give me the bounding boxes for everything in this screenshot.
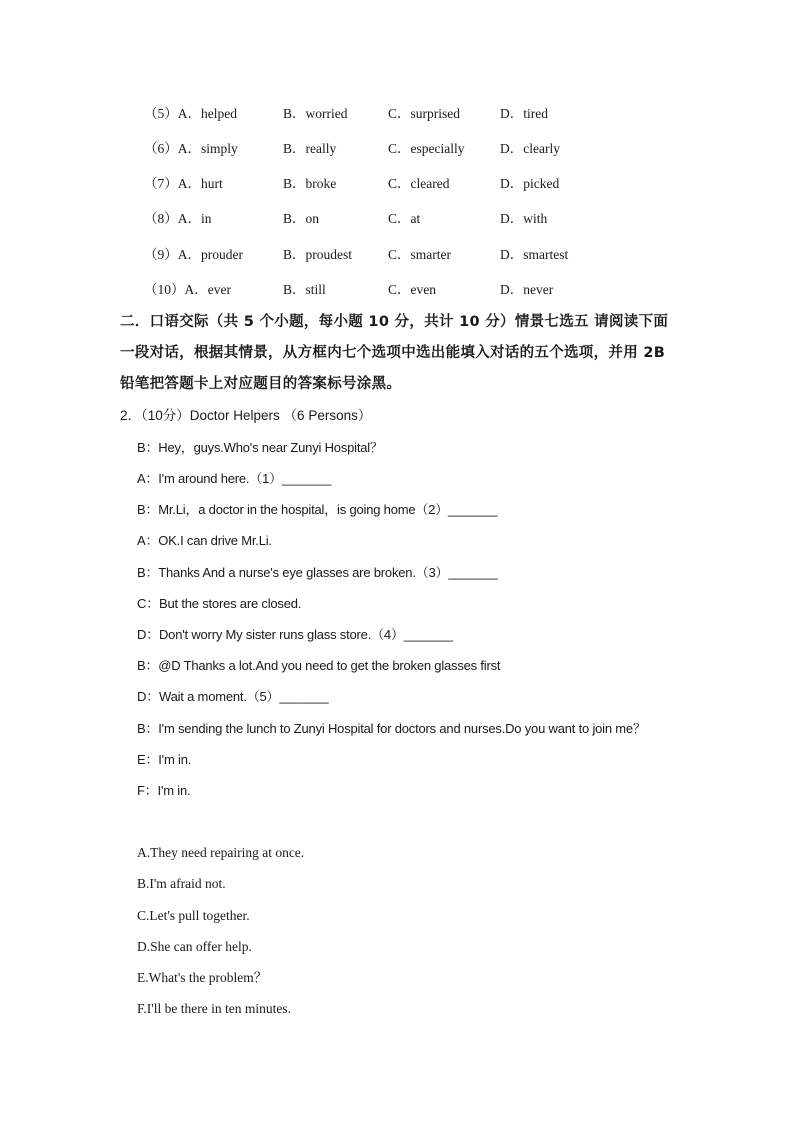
choice-item: C.Let's pull together. [137,908,250,923]
dialog-line: B：I'm sending the lunch to Zunyi Hospital for doctors and nurses.Do you want to join me？ [137,721,646,736]
option-a: （9）A．prouder [144,247,243,262]
option-c: C．even [388,282,436,297]
choice-item: E.What's the problem？ [137,970,268,985]
question-title: 2．（10分）Doctor Helpers （6 Persons） [120,408,372,423]
option-c: C．smarter [388,247,451,262]
dialog-line: D：Don't worry My sister runs glass store.（4）_______ [137,627,453,642]
dialog-line: C：But the stores are closed. [137,596,302,611]
option-b: B．still [283,282,326,297]
option-d: D．never [500,282,554,297]
dialog-line: B：Hey，guys.Who's near Zunyi Hospital？ [137,440,383,455]
option-d: D．with [500,211,548,226]
option-d: D．picked [500,176,560,191]
choice-item: F.I'll be there in ten minutes. [137,1001,291,1016]
dialog-line: B：Mr.Li，a doctor in the hospital，is going home（2）_______ [137,502,498,517]
option-d: D．clearly [500,141,560,156]
dialog-line: D：Wait a moment.（5）_______ [137,689,329,704]
option-d: D．smartest [500,247,569,262]
choice-item: D.She can offer help. [137,939,252,954]
option-b: B．broke [283,176,337,191]
dialog-line: A：I'm around here.（1）_______ [137,471,332,486]
option-b: B．worried [283,106,348,121]
section-heading: 二．口语交际（共 5 个小题，每小题 10 分，共计 10 分）情景七选五 请阅读下面一段对话，根据其情景，从方框内七个选项中选出能填入对话的五个选项，并用 2B 铅笔把答题卡上对应题目的答案标号涂黑。 [120,314,669,392]
option-b: B．really [283,141,337,156]
dialog-line: F：I'm in. [137,783,191,798]
choice-item: B.I'm afraid not. [137,876,226,891]
option-c: C．especially [388,141,465,156]
option-a: （5）A．helped [144,106,237,121]
option-c: C．cleared [388,176,450,191]
option-a: （7）A．hurt [144,176,223,191]
option-c: C．surprised [388,106,460,121]
option-a: （10）A．ever [144,282,231,297]
dialog-line: E：I'm in. [137,752,192,767]
option-d: D．tired [500,106,548,121]
dialog-line: B：Thanks And a nurse's eye glasses are broken.（3）_______ [137,565,498,580]
dialog-line: A：OK.I can drive Mr.Li. [137,533,272,548]
option-b: B．on [283,211,320,226]
dialog-line: B：@D Thanks a lot.And you need to get the broken glasses first [137,658,501,673]
option-c: C．at [388,211,421,226]
option-b: B．proudest [283,247,352,262]
option-a: （8）A．in [144,211,212,226]
option-a: （6）A．simply [144,141,238,156]
choice-item: A.They need repairing at once. [137,845,305,860]
